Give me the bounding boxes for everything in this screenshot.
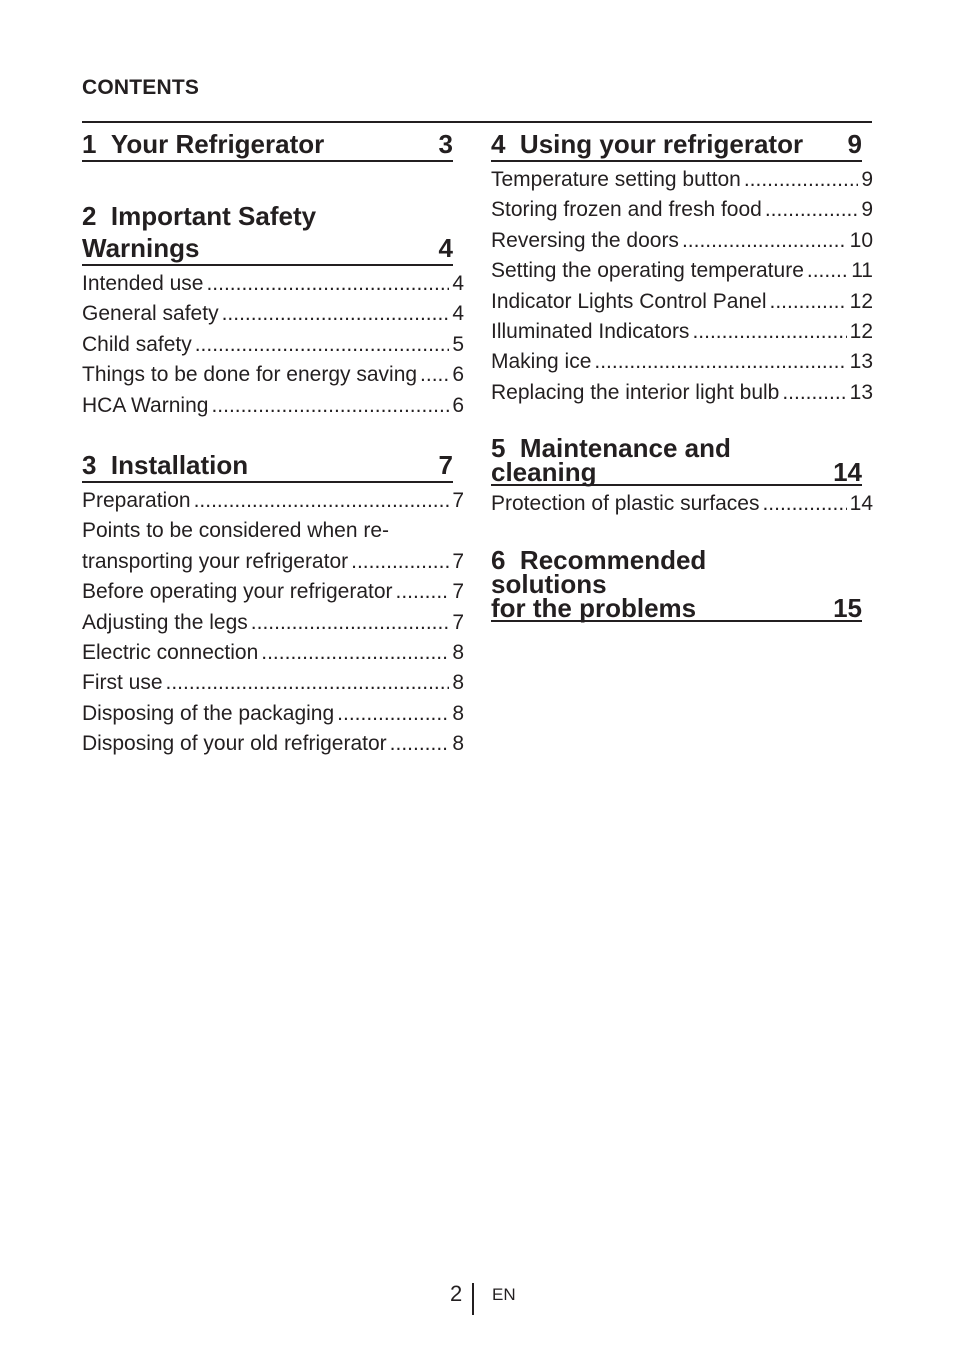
toc-entry[interactable]	[82, 486, 464, 516]
section-page-number: 4	[438, 233, 453, 263]
page-number: 2	[450, 1281, 463, 1306]
toc-entry[interactable]	[82, 668, 464, 698]
entry-label: Points to be considered when re-	[82, 519, 390, 543]
section-heading[interactable]	[491, 128, 862, 162]
toc-entry[interactable]	[82, 391, 464, 421]
section-title: 6 Recommended solutions for the problems	[491, 544, 707, 623]
section-page-number: 9	[847, 129, 862, 159]
toc-right-column	[491, 128, 873, 622]
section-page-number: 14	[833, 457, 862, 488]
toc-entry[interactable]	[82, 699, 464, 729]
toc-entry[interactable]	[491, 195, 873, 225]
toc-entry[interactable]	[82, 360, 464, 390]
entry-page: 9	[861, 168, 873, 191]
entry-label: Temperature setting button	[491, 168, 741, 191]
section-page-number: 15	[833, 592, 862, 623]
dot-leader	[351, 547, 449, 577]
toc-entry[interactable]	[82, 729, 464, 759]
entry-label: Adjusting the legs	[82, 610, 248, 634]
divider	[82, 121, 872, 123]
toc-entry[interactable]	[82, 269, 464, 299]
dot-leader	[807, 256, 848, 286]
toc-entry[interactable]	[491, 256, 873, 286]
entry-page: 7	[452, 580, 464, 604]
dot-leader	[166, 668, 450, 698]
entry-list	[82, 486, 464, 760]
entry-page: 8	[452, 701, 464, 725]
entry-page: 7	[452, 610, 464, 634]
page-title: CONTENTS	[82, 76, 200, 99]
entry-label: Disposing of your old refrigerator	[82, 732, 387, 756]
dot-leader	[390, 729, 450, 759]
entry-label: transporting your refrigerator	[82, 549, 349, 573]
dot-leader	[222, 299, 450, 329]
toc-entry[interactable]	[82, 608, 464, 638]
section-page-number: 7	[438, 450, 453, 481]
section-title: 4 Using your refrigerator	[491, 129, 804, 159]
toc-section-4	[491, 128, 873, 408]
toc-entry[interactable]	[491, 287, 873, 317]
dot-leader	[744, 165, 858, 195]
entry-label: Illuminated Indicators	[491, 320, 690, 344]
toc-section-2	[82, 200, 464, 421]
toc-entry[interactable]	[491, 165, 873, 195]
toc-left-column	[82, 128, 464, 760]
entry-page: 11	[851, 259, 873, 283]
entry-page: 12	[849, 320, 873, 344]
entry-label: Disposing of the packaging	[82, 701, 335, 725]
entry-page: 4	[452, 302, 464, 326]
entry-label: Child safety	[82, 332, 192, 356]
toc-entry[interactable]	[491, 317, 873, 347]
section-heading[interactable]	[491, 544, 862, 623]
section-title: 5 Maintenance and cleaning	[491, 433, 731, 488]
entry-page: 14	[849, 492, 873, 516]
dot-leader	[195, 330, 450, 360]
dot-leader	[682, 226, 847, 256]
dot-leader	[770, 287, 847, 317]
entry-label: Preparation	[82, 489, 191, 513]
toc-section-5	[491, 433, 873, 519]
toc-section-1	[82, 128, 464, 162]
entry-page: 8	[452, 732, 464, 756]
language-code: EN	[492, 1285, 516, 1304]
entry-label: Setting the operating temperature	[491, 259, 804, 283]
dot-leader	[251, 608, 450, 638]
toc-entry[interactable]	[82, 330, 464, 360]
entry-label: Storing frozen and fresh food	[491, 198, 762, 222]
toc-entry[interactable]	[491, 489, 873, 519]
entry-page: 13	[849, 350, 873, 374]
dot-leader	[194, 486, 450, 516]
entry-page: 9	[861, 198, 873, 222]
entry-list	[491, 489, 873, 519]
entry-page: 6	[452, 363, 464, 387]
entry-page: 13	[849, 380, 873, 404]
section-heading[interactable]	[82, 449, 453, 483]
toc-entry[interactable]	[82, 577, 464, 607]
section-heading[interactable]	[82, 200, 453, 266]
entry-page: 10	[849, 228, 873, 252]
dot-leader	[765, 195, 858, 225]
section-page-number: 3	[438, 129, 453, 159]
toc-entry[interactable]	[491, 378, 873, 408]
entry-page: 8	[452, 641, 464, 665]
entry-page: 12	[849, 289, 873, 313]
entry-page: 8	[452, 671, 464, 695]
toc-section-3	[82, 449, 464, 760]
entry-list	[82, 269, 464, 421]
toc-entry[interactable]	[491, 226, 873, 256]
dot-leader	[261, 638, 449, 668]
entry-label: General safety	[82, 302, 219, 326]
section-heading[interactable]	[491, 433, 862, 488]
dot-leader	[594, 347, 846, 377]
entry-label: Electric connection	[82, 641, 259, 665]
footer-divider	[472, 1283, 474, 1315]
entry-page: 7	[452, 489, 464, 513]
dot-leader	[762, 489, 846, 519]
toc-entry[interactable]	[82, 516, 464, 577]
entry-label: Things to be done for energy saving	[82, 363, 418, 387]
dot-leader	[396, 577, 450, 607]
entry-page: 7	[452, 549, 464, 573]
entry-list	[491, 165, 873, 408]
entry-page: 4	[452, 272, 464, 295]
section-title: 2 Important Safety Warnings	[82, 201, 317, 263]
entry-label: Reversing the doors	[491, 228, 679, 252]
section-heading[interactable]	[82, 128, 453, 162]
dot-leader	[337, 699, 449, 729]
toc-entry[interactable]	[491, 347, 873, 377]
toc-entry[interactable]	[82, 299, 464, 329]
section-title: 1 Your Refrigerator	[82, 129, 325, 159]
toc-entry[interactable]	[82, 638, 464, 668]
entry-label: Intended use	[82, 272, 204, 295]
dot-leader	[211, 391, 449, 421]
entry-page: 5	[452, 332, 464, 356]
entry-label: First use	[82, 671, 163, 695]
toc-section-6	[491, 544, 873, 623]
section-title: 3 Installation	[82, 450, 249, 481]
dot-leader	[692, 317, 846, 347]
entry-label: HCA Warning	[82, 393, 209, 417]
entry-page: 6	[452, 393, 464, 417]
dot-leader	[782, 378, 846, 408]
entry-label: Making ice	[491, 350, 592, 374]
dot-leader	[206, 269, 449, 299]
entry-label: Replacing the interior light bulb	[491, 380, 780, 404]
entry-label: Before operating your refrigerator	[82, 580, 393, 604]
entry-label: Indicator Lights Control Panel	[491, 289, 767, 313]
entry-label: Protection of plastic surfaces	[491, 492, 760, 516]
dot-leader	[420, 360, 449, 390]
